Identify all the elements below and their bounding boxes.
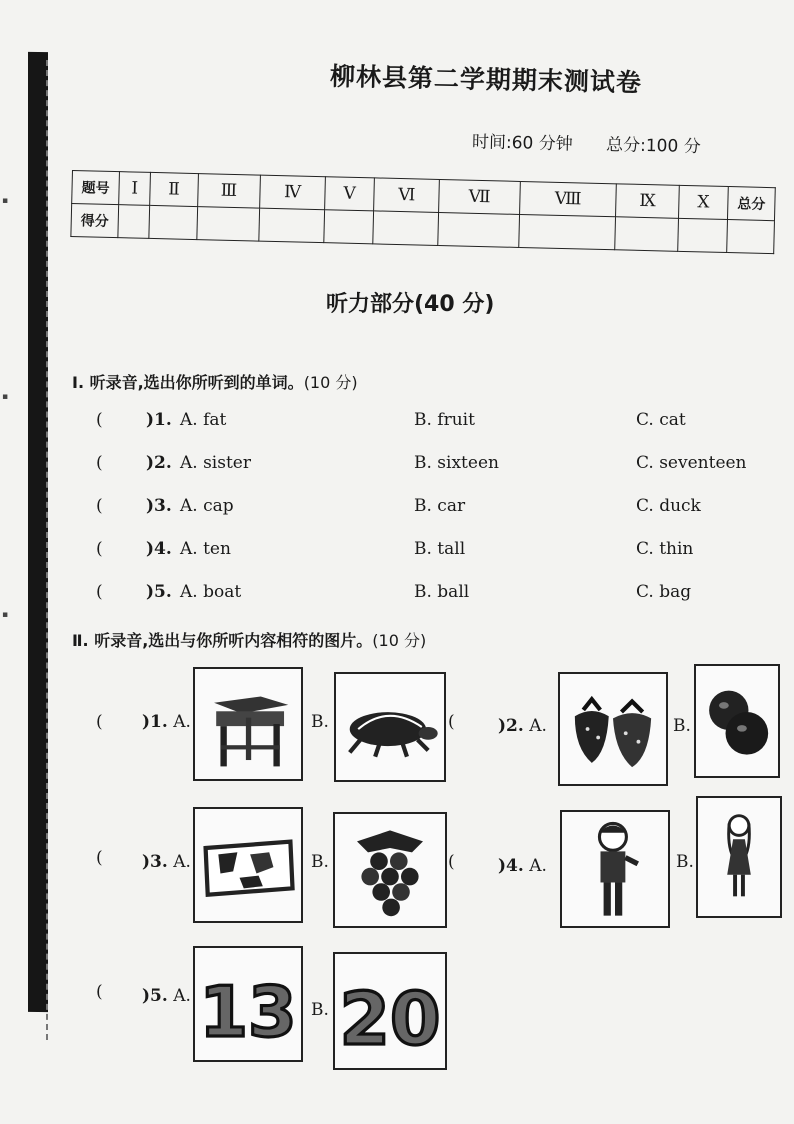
col-2: Ⅱ	[150, 172, 198, 206]
score-cell[interactable]	[149, 205, 197, 239]
score-cell[interactable]	[727, 220, 775, 254]
col-6: Ⅵ	[374, 178, 440, 213]
exam-time-info	[472, 127, 729, 157]
number-13-text: 13	[199, 971, 297, 1053]
option-a-label: A.	[173, 712, 191, 732]
cut-line	[46, 60, 48, 1040]
exam-title: 柳林县第二学期期末测试卷	[329, 61, 643, 98]
girl-icon[interactable]	[696, 796, 782, 918]
col-9: Ⅸ	[616, 184, 680, 219]
number-20-icon[interactable]	[333, 952, 447, 1070]
option-a-label: A.	[529, 856, 547, 876]
answer-blank[interactable]: (	[96, 848, 103, 868]
answer-blank[interactable]: (	[96, 582, 103, 602]
question-number: )5.	[142, 986, 168, 1006]
part1-instruction: Ⅰ. 听录音,选出你所听到的单词。	[72, 373, 304, 392]
answer-blank[interactable]: (	[96, 453, 103, 473]
total-label: 总分	[727, 187, 775, 221]
side-mark: ▪	[2, 610, 9, 620]
score-cell[interactable]	[259, 208, 324, 243]
option-a: A. boat	[180, 582, 242, 602]
number-13-icon[interactable]	[193, 946, 303, 1062]
exam-time: 时间:60 分钟	[471, 132, 573, 155]
score-cell[interactable]	[118, 205, 150, 239]
option-c: C. seventeen	[636, 453, 747, 473]
answer-blank[interactable]: (	[448, 852, 455, 872]
boy-icon[interactable]	[560, 810, 670, 928]
option-b-label: B.	[311, 852, 329, 872]
score-cell[interactable]	[615, 217, 679, 252]
option-b: B. sixteen	[414, 453, 499, 473]
col-4: Ⅳ	[260, 175, 325, 210]
score-cell[interactable]	[373, 211, 439, 246]
option-b: B. car	[414, 496, 466, 516]
answer-blank[interactable]: (	[96, 539, 103, 559]
answer-blank[interactable]: (	[448, 712, 455, 732]
answer-blank[interactable]: (	[96, 496, 103, 516]
question-number: )2.	[498, 716, 524, 736]
part2-heading	[72, 628, 426, 651]
col-5: Ⅴ	[324, 177, 374, 211]
option-c: C. bag	[636, 582, 692, 602]
score-cell[interactable]	[324, 210, 374, 244]
picture-question-3	[142, 852, 191, 872]
option-b-label: B.	[311, 1000, 329, 1020]
question-number-label: 题号	[72, 171, 120, 205]
side-mark: ▪	[2, 392, 9, 402]
part2-instruction: Ⅱ. 听录音,选出与你所听内容相符的图片。	[72, 631, 373, 650]
question-number: )1.	[146, 410, 172, 430]
option-a: A. cap	[180, 496, 234, 516]
strawberry-icon[interactable]	[558, 672, 668, 786]
desk-icon[interactable]	[193, 667, 303, 781]
part1-points: (10 分)	[303, 373, 358, 392]
part1-heading	[72, 370, 358, 393]
option-b-label: B.	[673, 716, 691, 736]
option-b: B. fruit	[414, 410, 475, 430]
score-cell[interactable]	[519, 214, 616, 249]
grapes-icon[interactable]	[333, 812, 447, 928]
plum-icon[interactable]	[694, 664, 780, 778]
section-title: 听力部分(40 分)	[326, 292, 495, 317]
side-mark: ▪	[2, 196, 9, 206]
option-b-label: B.	[311, 712, 329, 732]
option-b: B. tall	[414, 539, 466, 559]
col-1: I	[119, 172, 151, 206]
question-number: )1.	[142, 712, 168, 732]
answer-blank[interactable]: (	[96, 410, 103, 430]
part2-points: (10 分)	[372, 631, 427, 650]
answer-blank[interactable]: (	[96, 982, 103, 1002]
option-a-label: A.	[173, 852, 191, 872]
option-c: C. cat	[636, 410, 686, 430]
question-number: )2.	[146, 453, 172, 473]
question-number: )3.	[146, 496, 172, 516]
score-cell[interactable]	[438, 212, 519, 247]
col-10: Ⅹ	[679, 185, 729, 219]
score-cell[interactable]	[196, 207, 260, 242]
option-a: A. fat	[180, 410, 227, 430]
exam-total-score: 总分:100 分	[605, 135, 701, 158]
option-a: A. ten	[180, 539, 231, 559]
col-7: Ⅶ	[439, 179, 520, 214]
picture-question-2	[498, 716, 547, 736]
option-a-label: A.	[529, 716, 547, 736]
score-label: 得分	[71, 204, 119, 238]
option-b: B. ball	[414, 582, 470, 602]
map-icon[interactable]	[193, 807, 303, 923]
score-table	[70, 170, 775, 254]
question-number: )3.	[142, 852, 168, 872]
col-8: Ⅷ	[520, 181, 617, 216]
binding-spine	[28, 52, 48, 1012]
option-b-label: B.	[676, 852, 694, 872]
picture-question-4	[498, 856, 547, 876]
option-c: C. duck	[636, 496, 701, 516]
option-a-label: A.	[173, 986, 191, 1006]
number-20-text: 20	[339, 978, 441, 1062]
answer-blank[interactable]: (	[96, 712, 103, 732]
tortoise-icon[interactable]	[334, 672, 446, 782]
question-number: )5.	[146, 582, 172, 602]
score-cell[interactable]	[678, 218, 728, 252]
col-3: Ⅲ	[197, 174, 261, 209]
option-a: A. sister	[180, 453, 251, 473]
question-number: )4.	[498, 856, 524, 876]
picture-question-5	[142, 986, 191, 1006]
question-number: )4.	[146, 539, 172, 559]
option-c: C. thin	[636, 539, 694, 559]
picture-question-1	[142, 712, 191, 732]
